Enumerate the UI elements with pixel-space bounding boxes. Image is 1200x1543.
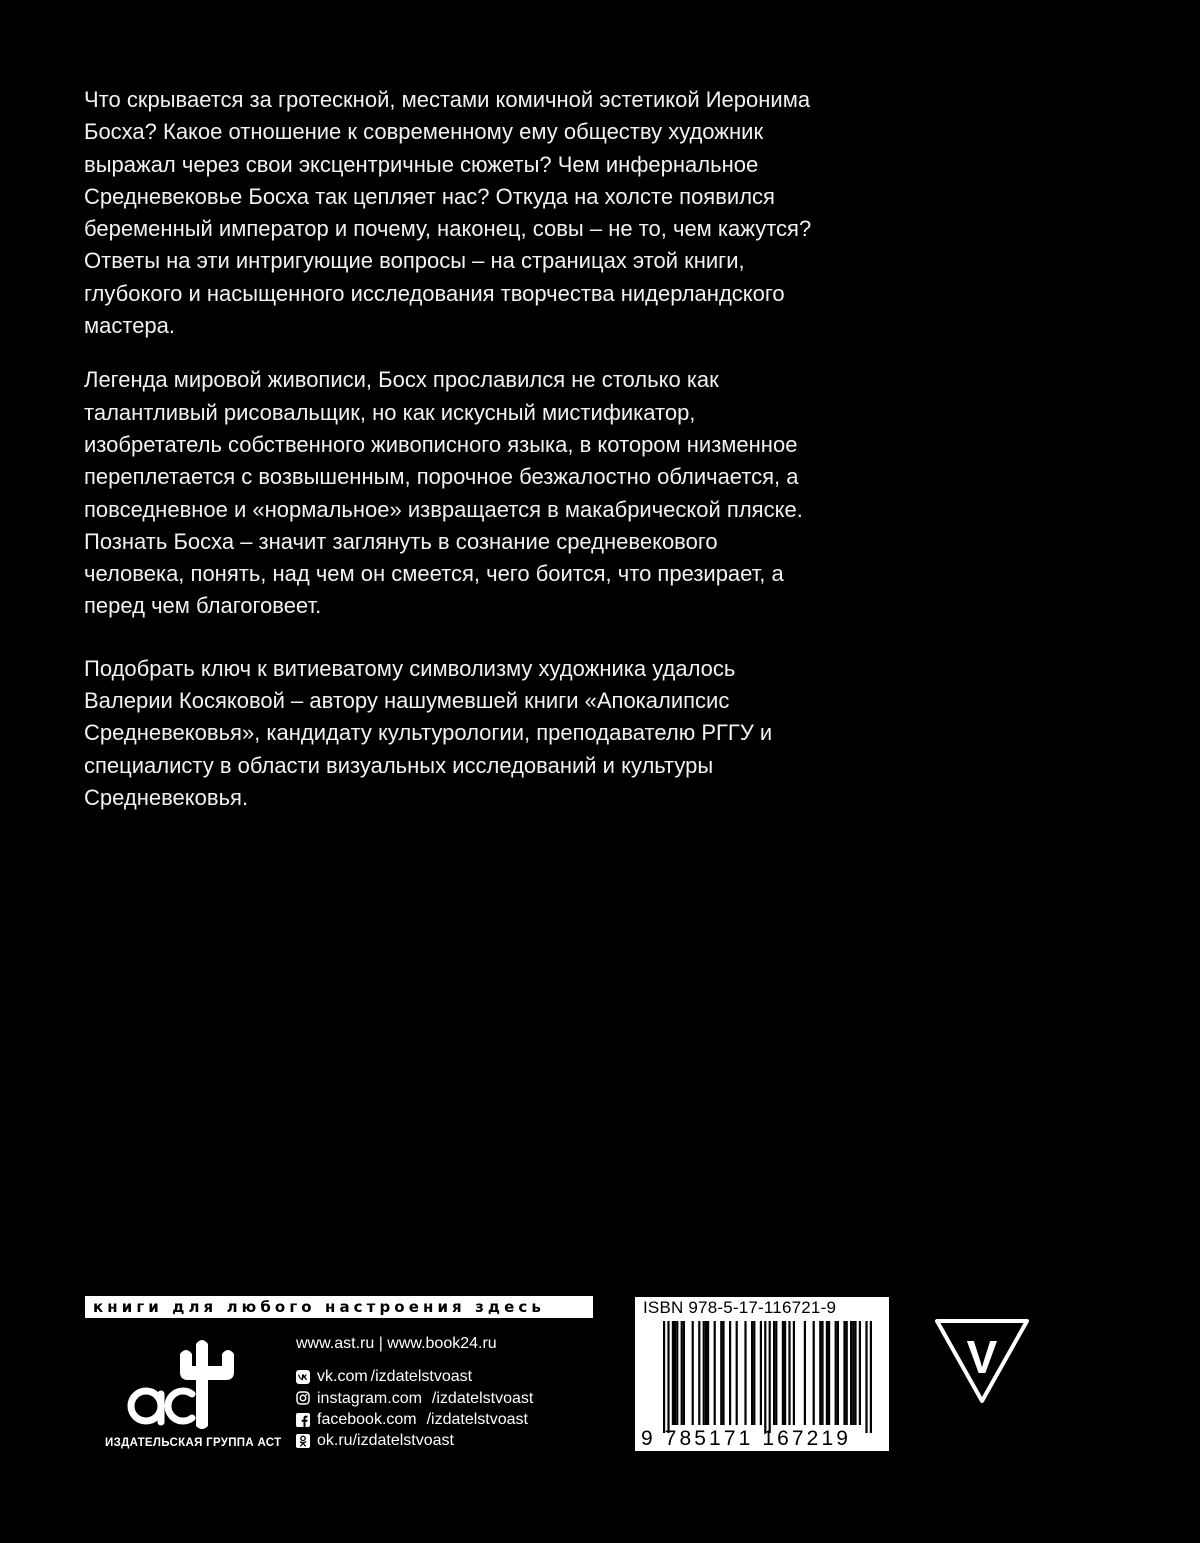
barcode-bar [775,1321,777,1425]
barcode-bar [729,1321,731,1425]
publisher-websites[interactable]: www.ast.ru | www.book24.ru [296,1335,497,1352]
barcode-bar [707,1321,709,1425]
social-domain: vk.com [317,1368,368,1386]
barcode-bar [714,1321,716,1425]
barcode-bar [720,1321,722,1425]
barcode-bar [854,1321,856,1425]
social-link-facebook[interactable] [296,1409,596,1430]
social-link-vk[interactable] [296,1366,596,1387]
odnoklassniki-icon [296,1434,310,1448]
barcode-bar [692,1321,694,1425]
barcode-bar [835,1321,837,1425]
barcode-bar [722,1321,724,1425]
barcode-bar [793,1321,795,1425]
publisher-contacts [296,1333,596,1451]
barcode-bar [837,1321,839,1425]
ast-logo-mark [100,1332,270,1437]
barcode-bar [667,1321,669,1433]
social-domain: ok.ru [317,1432,353,1450]
barcode-bar [681,1321,683,1425]
barcode-bar [804,1321,806,1425]
social-domain: facebook.com [317,1410,417,1428]
barcode-bar [782,1321,784,1425]
ast-logo-caption: ИЗДАТЕЛЬСКАЯ ГРУППА АСТ [105,1437,282,1449]
isbn-label: ISBN 978-5-17-116721-9 [643,1298,837,1317]
barcode-bar [859,1321,861,1425]
barcode-bar [852,1321,854,1425]
vk-icon [296,1370,310,1384]
social-path: /izdatelstvoast [431,1389,534,1407]
barcode-bar [663,1321,665,1433]
barcode-bar [773,1321,775,1425]
barcode-bar [683,1321,685,1425]
back-cover-blurb [84,84,814,836]
isbn-digits: 9 785171 167219 [641,1427,851,1450]
facebook-icon [296,1413,310,1427]
social-link-odnoklassniki[interactable] [296,1430,596,1451]
barcode-bar [676,1321,678,1425]
social-path: /izdatelstvoast [352,1432,454,1450]
barcode-bar [744,1321,746,1425]
barcode-bar [846,1321,848,1425]
barcode-bar [760,1321,762,1425]
barcode-bar [850,1321,852,1425]
barcode-bar [705,1321,707,1425]
blurb-paragraph-1: Что скрывается за гротескной, местами комичной эстетикой Иеронима Босха? Какое отношение к современному ему обществу художник выражал через свои эксцентричные сюжеты? Чем инфернальное Средневековье Босха так цепляет нас? Откуда на холсте появился беременный император и почему, наконец, совы – не то, чем кажутся? Ответы на эти интригующие вопросы – на страницах этой книги, глубокого и насыщенного исследования творчества нидерландского мастера. [84,87,812,339]
barcode-bar [784,1321,786,1425]
barcode-bar [703,1321,705,1425]
instagram-icon [296,1391,310,1405]
social-domain: instagram.com [317,1389,422,1407]
barcode-bar [698,1321,700,1425]
barcode-bar [736,1321,738,1425]
barcode-bar [843,1321,845,1425]
social-path: /izdatelstvoast [426,1410,528,1428]
barcode-bar [828,1321,830,1425]
age-mark-letter: V [966,1331,998,1383]
age-rating-mark [934,1318,1030,1404]
barcode-bar [821,1321,823,1425]
blurb-paragraph-3: Подобрать ключ к витиеватому символизму художника удалось Валерии Косяковой – автору нашумевшей книги «Апокалипсис Средневековья», кандидату культурологии, преподавателю РГГУ и специалисту в области визуальных исследований и культуры Средневековья. [84,655,773,810]
barcode-bar [865,1321,867,1433]
blurb-paragraph-2: Легенда мировой живописи, Босх прославился не столько как талантливый рисовальщик, но как искусный мистификатор, изобретатель собственного живописного языка, в котором низменное переплетается с возвышенным, порочное безжалостно обличается, а повседневное и «нормальное» извращается в макабрической пляске. Познать Босха – значит заглянуть в сознание средневекового человека, понять, над чем он смеется, чего боится, что презирает, а перед чем благоговеет. [84,367,803,619]
barcode-bar [870,1321,872,1433]
isbn-barcode [635,1297,889,1451]
barcode-bar [764,1321,766,1433]
barcode-bar [753,1321,755,1425]
social-path: /izdatelstvoast [370,1368,473,1386]
social-link-instagram[interactable] [296,1388,596,1409]
barcode-bar [751,1321,753,1425]
barcode-bar [788,1321,790,1425]
barcode-bar [819,1321,821,1425]
barcode-bar [674,1321,676,1425]
publisher-tagline: книги для любого настроения здесь [85,1296,593,1318]
barcode-bar [769,1321,771,1433]
barcode-bar [672,1321,674,1425]
barcode-bar [826,1321,828,1425]
barcode-bar [813,1321,815,1425]
